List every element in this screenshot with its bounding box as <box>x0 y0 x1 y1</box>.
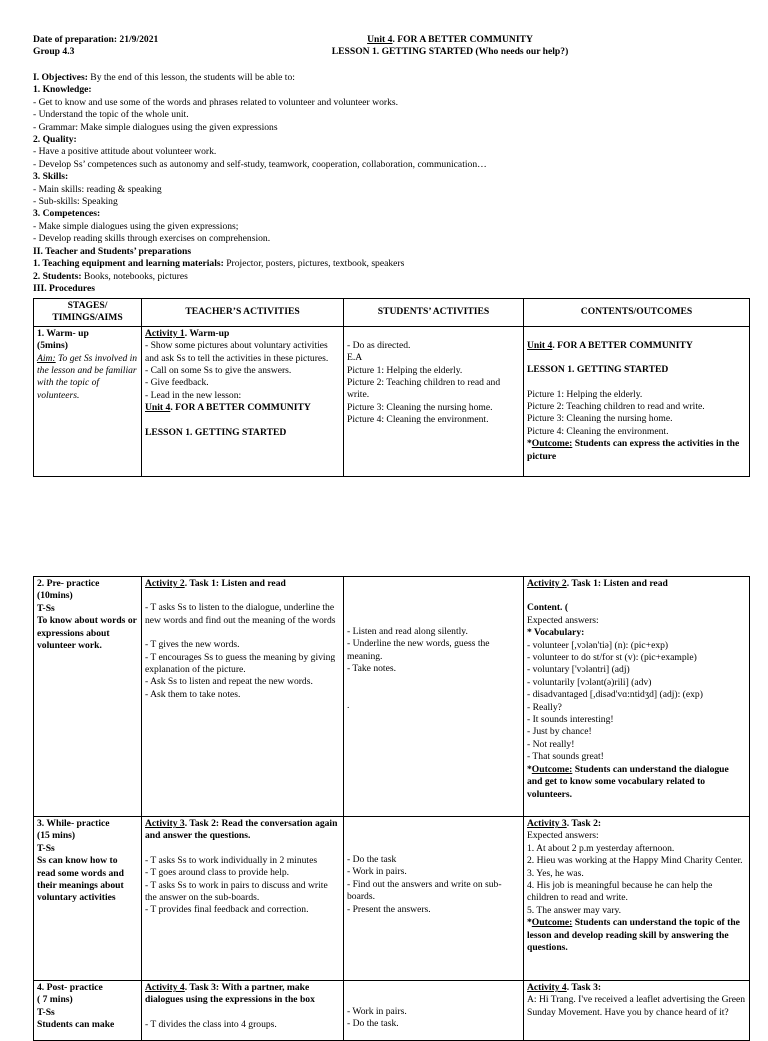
procedures-heading: III. Procedures <box>33 282 96 294</box>
unit-label: Unit 4 <box>367 34 393 45</box>
outcome: *Outcome: Students can express the activities in the picture <box>527 438 740 462</box>
activity-title: . Task 1: Listen and read <box>566 578 668 589</box>
activity-label: Activity 2 <box>527 578 567 589</box>
lesson-plan-page <box>33 34 748 295</box>
dialogue-line: A: Hi Trang. I've received a leaflet advertising the Green Sunday Movement. Have you by chance heard of it? <box>527 994 746 1018</box>
students-materials-text: Books, notebooks, pictures <box>81 270 188 282</box>
procedures-table-warmup <box>33 298 750 477</box>
procedures-table-practice <box>33 576 750 1041</box>
prepractice-stage-cell <box>34 577 142 817</box>
warmup-stage-cell <box>34 326 142 476</box>
unit-name: . FOR A BETTER COMMUNITY <box>552 339 693 351</box>
vocab-item: - Not really! <box>527 738 575 750</box>
activity-label: Activity 3 <box>527 818 567 829</box>
teacher-step: - T asks Ss to work in pairs to discuss and write the answer on the sub-boards. <box>145 879 328 904</box>
teacher-step: - Give feedback. <box>145 377 209 389</box>
knowledge-item: - Grammar: Make simple dialogues using the given expressions <box>33 121 278 133</box>
stage-time: (10mins) <box>37 590 73 602</box>
student-step: - Do as directed. <box>347 339 411 351</box>
header-stages: STAGES/ TIMINGS/AIMS <box>34 299 142 327</box>
preparations-heading: II. Teacher and Students’ preparations <box>33 245 192 257</box>
header-contents-outcomes: CONTENTS/OUTCOMES <box>524 299 750 327</box>
unit-name: . FOR A BETTER COMMUNITY <box>392 34 533 45</box>
whilepractice-teacher-cell <box>142 817 344 981</box>
student-step: Picture 4: Cleaning the environment. <box>347 414 489 426</box>
unit-name: . FOR A BETTER COMMUNITY <box>170 402 311 414</box>
activity-heading <box>527 982 746 994</box>
prepractice-students-cell <box>344 577 524 817</box>
prepractice-contents-cell <box>524 577 750 817</box>
lesson-title: LESSON 1. GETTING STARTED (Who needs our help?) <box>331 46 569 58</box>
stage-mode: T-Ss <box>37 842 55 854</box>
activity-label: Activity 3 <box>145 818 185 829</box>
student-step: - Present the answers. <box>347 903 431 915</box>
vocab-item: - disadvantaged [,disəd'vɑ:ntidʒd] (adj): (exp) <box>527 689 703 701</box>
content-line: Picture 3: Cleaning the nursing home. <box>527 413 673 425</box>
unit-label: Unit 4 <box>145 402 171 414</box>
student-step: - Find out the answers and write on sub-boards. <box>347 878 502 903</box>
date-of-preparation: Date of preparation: 21/9/2021 <box>33 34 159 45</box>
content-lesson-title: LESSON 1. GETTING STARTED <box>527 364 669 376</box>
unit-title <box>285 34 615 46</box>
header-right <box>285 34 615 59</box>
outcome-label: Outcome: <box>531 438 573 450</box>
teaching-equipment-label: 1. Teaching equipment and learning materials: <box>33 258 224 270</box>
stage-title: 3. While- practice <box>37 818 110 829</box>
answer-item: 2. Hieu was working at the Happy Mind Charity Center. <box>527 855 743 867</box>
vocab-item: - voluntary ['vɔləntri] (adj) <box>527 664 630 676</box>
vocab-item: - It sounds interesting! <box>527 714 614 726</box>
teacher-step: - Ask them to take notes. <box>145 688 241 700</box>
student-step: - Work in pairs. <box>347 866 407 878</box>
activity-heading <box>527 578 746 590</box>
activity-title: . Task 3: <box>566 982 602 993</box>
stage-aim: Students can make <box>37 1019 115 1031</box>
student-step: - Underline the new words, guess the meaning. <box>347 638 490 662</box>
teacher-step: - Show some pictures about voluntary activities and ask Ss to tell the activities in these pictures. <box>145 340 329 364</box>
unit-label: Unit 4 <box>527 339 553 351</box>
postpractice-contents-cell <box>524 981 750 1041</box>
answer-item: 3. Yes, he was. <box>527 867 584 879</box>
header-left <box>33 34 158 59</box>
activity-title: . Task 2: <box>566 818 602 829</box>
activity-label: Activity 1 <box>145 327 185 339</box>
student-step: Picture 2: Teaching children to read and write. <box>347 377 501 401</box>
activity-label: Activity 4 <box>527 982 567 993</box>
student-step: - Take notes. <box>347 663 396 675</box>
table-row-postpractice <box>34 981 750 1041</box>
skills-heading: 3. Skills: <box>33 171 69 183</box>
teaching-equipment <box>33 258 748 270</box>
stage-time: (5mins) <box>37 340 68 352</box>
prepractice-teacher-cell <box>142 577 344 817</box>
content-unit-title <box>527 340 746 352</box>
warmup-students-cell <box>344 326 524 476</box>
student-step: . <box>347 699 350 711</box>
outcome-text: Students can understand the topic of the lesson and develop reading skill by answering the questions. <box>527 917 740 954</box>
quality-item: - Develop Ss’ competences such as autonomy and self-study, teamwork, cooperation, collaboration, communication… <box>33 158 487 170</box>
document-header <box>33 34 748 62</box>
activity-heading <box>145 578 340 590</box>
teacher-step: - T gives the new words. <box>145 639 240 651</box>
teacher-unit-title <box>145 402 340 414</box>
activity-heading <box>145 328 340 340</box>
teacher-step: - T divides the class into 4 groups. <box>145 1018 277 1030</box>
table-header-row <box>34 299 750 327</box>
stage-mode: T-Ss <box>37 602 55 614</box>
outcome: *Outcome: Students can understand the topic of the lesson and develop reading skill by answering the questions. <box>527 917 740 954</box>
table-row-prepractice <box>34 577 750 817</box>
stage-title: 2. Pre- practice <box>37 578 100 589</box>
expected-answers: Expected answers: <box>527 830 599 842</box>
content-title: Content. ( <box>527 602 569 614</box>
stage-title: 1. Warm- up <box>37 327 89 339</box>
vocabulary-heading: * Vocabulary: <box>527 627 585 639</box>
teacher-step: - T provides final feedback and correction. <box>145 904 309 916</box>
stage-aim: To know about words or expressions about volunteer work. <box>37 615 137 652</box>
outcome-label: Outcome: <box>531 763 573 775</box>
activity-title: . Task 3: With a partner, make dialogues using the expressions in the box <box>145 982 315 1006</box>
content-line: Picture 1: Helping the elderly. <box>527 388 643 400</box>
objectives-intro <box>33 72 748 84</box>
whilepractice-students-cell <box>344 817 524 981</box>
student-step: - Do the task. <box>347 1018 399 1030</box>
quality-heading: 2. Quality: <box>33 134 77 146</box>
student-step: E.A <box>347 352 363 364</box>
students-materials <box>33 271 748 283</box>
teacher-step: - T goes around class to provide help. <box>145 867 290 879</box>
skills-item: - Main skills: reading & speaking <box>33 183 162 195</box>
activity-title: . Task 1: Listen and read <box>184 578 286 589</box>
teacher-step: - T encourages Ss to guess the meaning by giving explanation of the picture. <box>145 651 336 676</box>
teacher-step: - T asks Ss to listen to the dialogue, underline the new words and find out the meaning of the words <box>145 602 336 626</box>
teacher-step: - Ask Ss to listen and repeat the new words. <box>145 676 313 688</box>
activity-heading <box>145 982 340 1007</box>
stage-time: (15 mins) <box>37 830 76 842</box>
student-step: - Do the task <box>347 854 397 865</box>
activity-heading <box>145 818 340 843</box>
answer-item: 5. The answer may vary. <box>527 904 622 916</box>
vocab-item: - Just by chance! <box>527 726 592 738</box>
competences-item: - Make simple dialogues using the given expressions; <box>33 220 239 232</box>
outcome: *Outcome: Students can understand the dialogue and get to know some vocabulary related to volunteers. <box>527 763 729 800</box>
answer-item: 4. His job is meaningful because he can help the children to read and write. <box>527 880 713 904</box>
objectives-text: By the end of this lesson, the students will be able to: <box>87 72 295 83</box>
activity-label: Activity 4 <box>145 982 185 993</box>
whilepractice-contents-cell <box>524 817 750 981</box>
competences-heading: 3. Competences: <box>33 208 101 220</box>
outcome-text: Students can express the activities in the picture <box>527 438 740 462</box>
skills-item: - Sub-skills: Speaking <box>33 196 118 208</box>
header-students-activities: STUDENTS’ ACTIVITIES <box>344 299 524 327</box>
outcome-label: Outcome: <box>531 917 573 929</box>
postpractice-stage-cell <box>34 981 142 1041</box>
teaching-equipment-text: Projector, posters, pictures, textbook, speakers <box>223 258 405 270</box>
students-materials-label: 2. Students: <box>33 270 82 282</box>
teacher-step: - Lead in the new lesson: <box>145 389 242 401</box>
student-step: Picture 1: Helping the elderly. <box>347 364 463 376</box>
vocab-item: - voluntarily [vɔlənt(ə)rili] (adv) <box>527 676 652 688</box>
warmup-teacher-cell <box>142 326 344 476</box>
activity-heading <box>527 818 746 830</box>
student-step: Picture 3: Cleaning the nursing home. <box>347 401 493 413</box>
quality-item: - Have a positive attitude about volunteer work. <box>33 146 217 158</box>
vocab-item: - volunteer to do st/for st (v): (pic+example) <box>527 652 697 664</box>
table-row-warmup <box>34 326 750 476</box>
knowledge-heading: 1. Knowledge: <box>33 84 92 96</box>
header-teacher-activities: TEACHER’S ACTIVITIES <box>142 299 344 327</box>
vocab-item: - That sounds great! <box>527 751 604 763</box>
teacher-lesson-title: LESSON 1. GETTING STARTED <box>145 426 287 438</box>
vocab-item: - Really? <box>527 701 562 713</box>
student-step: - Listen and read along silently. <box>347 626 468 637</box>
objectives-label: I. Objectives: <box>33 72 88 83</box>
activity-title: . Warm-up <box>184 327 230 339</box>
objectives-section <box>33 72 748 295</box>
knowledge-item: - Understand the topic of the whole unit. <box>33 109 189 121</box>
student-step: - Work in pairs. <box>347 1006 407 1017</box>
stage-aim <box>37 353 138 403</box>
stage-time: ( 7 mins) <box>37 994 73 1006</box>
content-line: Picture 4: Cleaning the environment. <box>527 425 669 437</box>
table-row-whilepractice <box>34 817 750 981</box>
content-line: Picture 2: Teaching children to read and write. <box>527 401 705 413</box>
warmup-contents-cell <box>524 326 750 476</box>
competences-item: - Develop reading skills through exercises on comprehension. <box>33 233 271 245</box>
stage-title: 4. Post- practice <box>37 982 103 993</box>
teacher-step: - T asks Ss to work individually in 2 minutes <box>145 854 318 866</box>
expected-answers: Expected answers: <box>527 614 599 626</box>
stage-aim: Ss can know how to read some words and their meanings about voluntary activities <box>37 855 124 904</box>
activity-label: Activity 2 <box>145 578 185 589</box>
group-label: Group 4.3 <box>33 46 75 58</box>
aim-label: Aim: <box>37 352 56 364</box>
knowledge-item: - Get to know and use some of the words and phrases related to volunteer and volunteer works. <box>33 96 398 108</box>
activity-title: . Task 2: Read the conversation again and answer the questions. <box>145 818 338 842</box>
outcome-text: Students can understand the dialogue and get to know some vocabulary related to volunteers. <box>527 763 729 800</box>
stage-mode: T-Ss <box>37 1006 55 1018</box>
postpractice-teacher-cell <box>142 981 344 1041</box>
postpractice-students-cell <box>344 981 524 1041</box>
whilepractice-stage-cell <box>34 817 142 981</box>
teacher-step: - Call on some Ss to give the answers. <box>145 365 292 377</box>
vocab-item: - volunteer [,vɔlən'tiə] (n): (pic+exp) <box>527 639 669 651</box>
answer-item: 1. At about 2 p.m yesterday afternoon. <box>527 842 675 854</box>
aim-text: To get Ss involved in the lesson and be familiar with the topic of volunteers. <box>37 352 138 401</box>
